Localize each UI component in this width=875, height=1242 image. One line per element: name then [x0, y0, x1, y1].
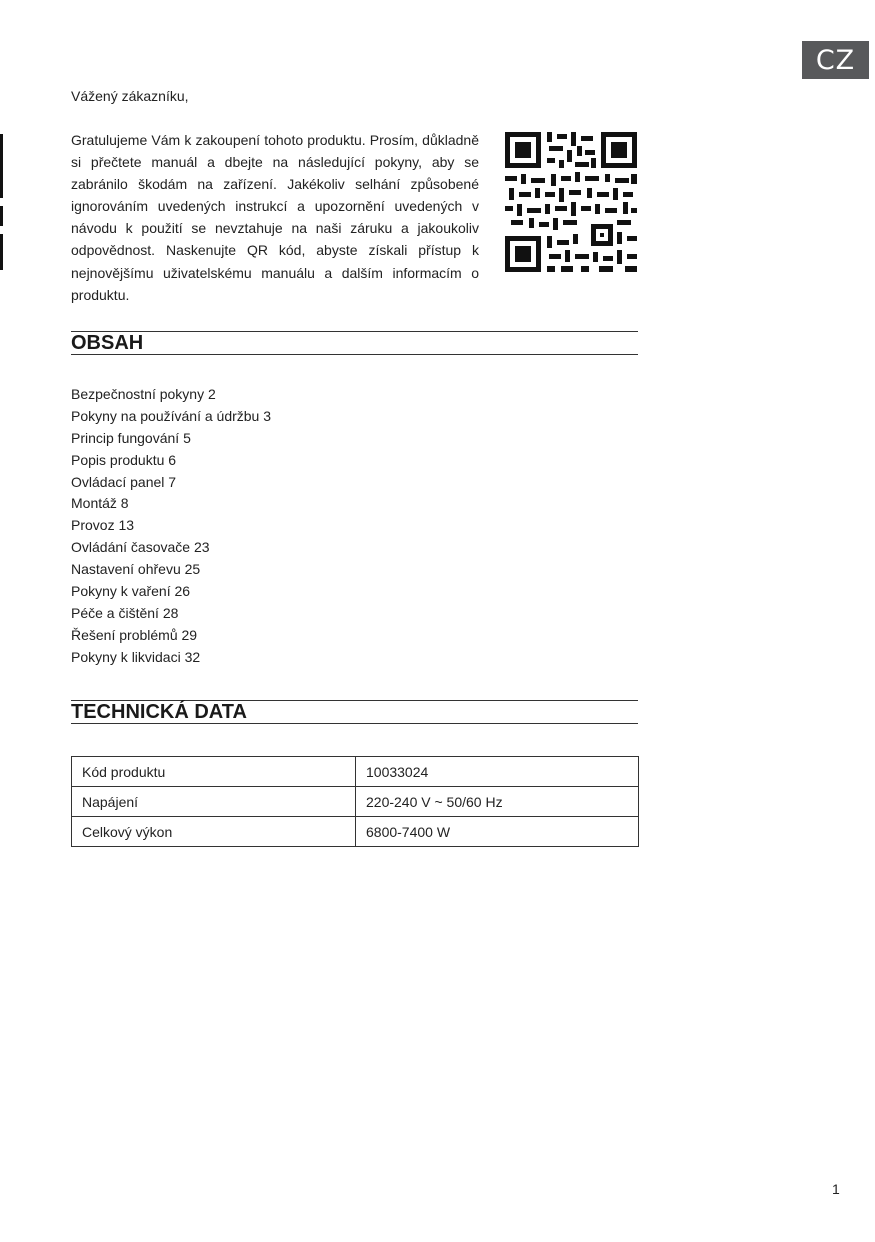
- technical-data-heading: TECHNICKÁ DATA: [71, 700, 638, 724]
- spec-label: Kód produktu: [72, 757, 356, 787]
- toc-item: Řešení problémů 29: [71, 626, 198, 643]
- qr-code-icon: [505, 132, 637, 272]
- toc-item: Pokyny k likvidaci 32: [71, 648, 201, 665]
- table-row: [72, 757, 639, 787]
- spec-label: Celkový výkon: [72, 817, 356, 847]
- spec-value: 6800-7400 W: [356, 817, 639, 847]
- spec-value: 10033024: [356, 757, 639, 787]
- toc-item: Princip fungování 5: [71, 429, 191, 446]
- table-row: [72, 817, 639, 847]
- toc-item: Ovládací panel 7: [71, 473, 177, 490]
- intro-paragraph: Gratulujeme Vám k zakoupení tohoto produktu. Prosím, důkladně si přečtete manuál a dbejte na následující pokyny, aby se zabránilo škodám na zařízení. Jakékoliv selhání způsobené ignorováním uvedených instrukcí a upozornění uvedených v návodu k použití se nevztahuje na naši záruku a jakoukoliv odpovědnost. Naskenujte QR kód, abyste získali přístup k nejnovějšímu uživatelskému manuálu a dalším informacím o produktu.: [71, 132, 479, 303]
- toc-item: Ovládání časovače 23: [71, 539, 210, 556]
- edge-mark: [0, 134, 3, 198]
- page-number: 1: [832, 1181, 840, 1197]
- toc-item: Bezpečnostní pokyny 2: [71, 386, 216, 402]
- toc-item: Pokyny na používání a údržbu 3: [71, 407, 272, 424]
- toc-item: Montáž 8: [71, 495, 129, 512]
- greeting: Vážený zákazníku,: [71, 88, 189, 104]
- table-row: [72, 787, 639, 817]
- spec-value: 220-240 V ~ 50/60 Hz: [356, 787, 639, 817]
- toc-item: Provoz 13: [71, 517, 135, 534]
- spec-label: Napájení: [72, 787, 356, 817]
- contents-heading: OBSAH: [71, 331, 638, 355]
- edge-mark: [0, 234, 3, 270]
- technical-data-table: [71, 756, 639, 847]
- toc-item: Pokyny k vaření 26: [71, 583, 191, 600]
- table-of-contents: [71, 384, 271, 669]
- language-badge: CZ: [802, 41, 869, 79]
- toc-item: Popis produktu 6: [71, 451, 177, 468]
- edge-mark: [0, 206, 3, 226]
- toc-item: Nastavení ohřevu 25: [71, 561, 201, 578]
- toc-item: Péče a čištění 28: [71, 604, 179, 621]
